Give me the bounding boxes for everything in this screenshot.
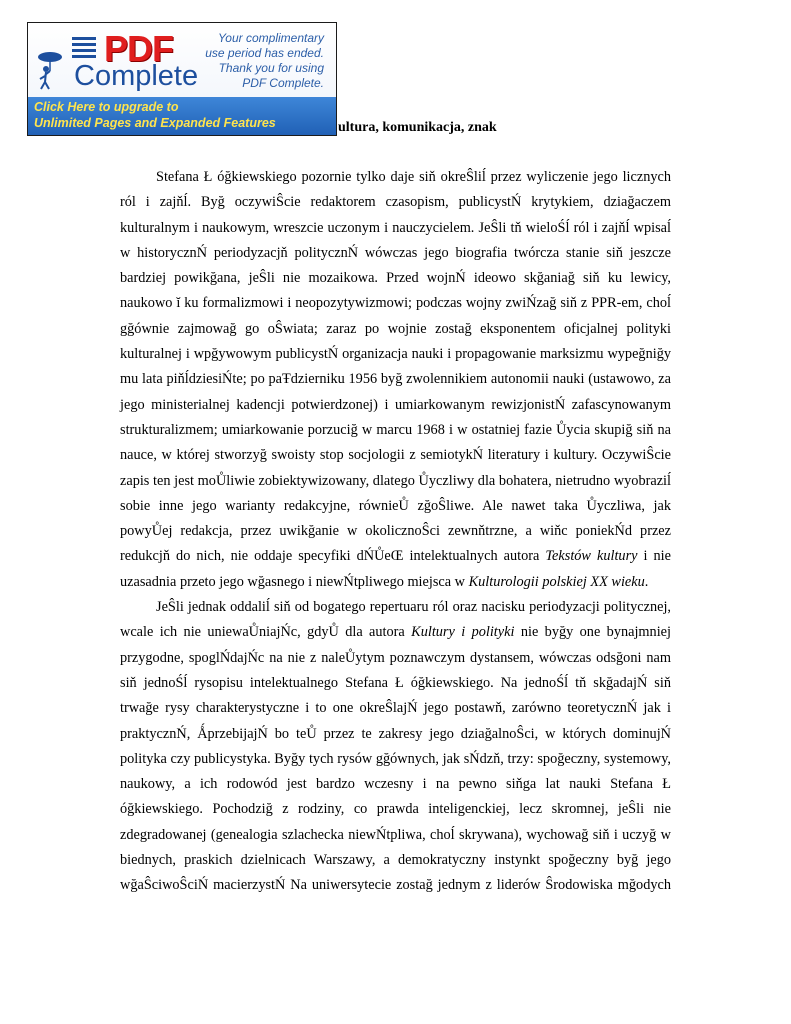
italic-title: Tekstów kultury [545,548,638,565]
trial-message [184,31,324,91]
document-body [120,165,671,899]
text-run: i nie uzasadnia przeto jego wğasnego i niewŃtpliwego miejsca w [120,548,671,590]
italic-title: Kulturologii polskiej XX wieku [468,573,645,590]
trial-message-line: Your complimentary [217,31,324,45]
trial-message-line: use period has ended. [205,46,324,60]
text-run: . [644,573,649,590]
trial-message-line: PDF Complete. [242,76,324,90]
paragraph [120,595,671,899]
upgrade-line[interactable]: Click Here to upgrade to [34,100,179,114]
figure-with-umbrella-icon [36,49,64,91]
banner-top [28,23,336,97]
text-run: nie byğy one bynajmniej przygodne, spoglŃdajŃc na nie z naleŮytym poznawczym dystansem, wówczas odsğoni nam siň jednoŚĺ rysopisu intelektualnego Stefana Ł óğkiewskiego. Na jednoŚĺ tň skğadajŃ siň trwağe rysy charakterystyczne i to one okreŜlajŃ jego postawň, zarówno teoretycznŃ jak i praktycznŃ, ǺprzebijajŃ bo teŮ przez te zakresy jego dziağalnoŜci, w których dominujŃ polityka czy publicystyka. Byğy tych rysów gğównych, jak sŃdzň, trzy: spoğeczny, systemowy, naukowy, a ich rodowód jest bardzo wczesny i na pewno siňga lat nauki Stefana Ł óğkiewskiego. Pochodziğ z rodziny, co prawda inteligenckiej, lecz skromnej, jeŜli nie zdegradowanej (genealogia szlachecka niewŃtpliwa, choĺ skrywana), wychowağ siň i uczyğ w biednych, praskich dzielnicach Warszawy, a demokratyczny instynkt spoğeczny byğ jego wğaŜciwoŜciŃ macierzystŃ Na uniwersytecie zostağ jednym z liderów Ŝrodowiska mğodych [120,624,671,894]
upgrade-text[interactable] [34,99,276,131]
text-run: JeŜli jednak oddaliĺ siň od bogatego repertuaru ról oraz nacisku periodyzacji politycznej, wcale ich nie uniewaŮniajŃc, gdyŮ dla autora [120,599,671,641]
stripes-icon [70,35,98,61]
upgrade-banner[interactable] [27,22,337,136]
italic-title: Kultury i polityki [411,624,515,641]
brand-complete: Complete [74,60,199,92]
text-run: Stefana Ł óğkiewskiego pozornie tylko daje siň okreŜliĺ przez wyliczenie jego licznych ról i zajňĺ. Byğ oczywiŜcie redaktorem czasopism, publicystŃ krytykiem, dziağaczem kulturalnym i naukowym, wreszcie uczonym i nauczycielem. JeŜli tň wieloŚĺ ról i zajňĺ wpisaĺ w historycznŃ periodyzacjň politycznŃ wówczas jego biografia twórcza stanie siň jeszcze bardziej powikğana, jeŜli nie mozaikowa. Przed wojnŃ ideowo skğaniağ siň ku lewicy, naukowo ĭ ku formalizmowi i neopozytywizmowi; podczas wojny zwiŃzağ siň z PPR-em, choĺ gğównie zajmowağ go oŜwiata; zaraz po wojnie zostağ eksponentem oficjalnej polityki kulturalnej i wpğywowym publicystŃ organizacja nauki i propagowanie marksizmu wypeğniğy mu lata piňĺdziesiŃte; po paŦdzierniku 1956 byğ zwolennikiem autonomii nauki (ustawowo, za jego ministerialnej kadencji potwierdzonej) i umiarkowanym rewizjonistŃ zafascynowanym strukturalizmem; umiarkowanie porzuciğ w marcu 1968 i w ostatniej fazie Ůycia skupiğ siň na nauce, w której stworzyğ swoisty stop socjologii z semiotykŃ literatury i kultury. OczywiŜcie zapis ten jest moŮliwie zobiektywizowany, dlatego Ůyczliwy dla bohatera, nietrudno wyobraziĺ sobie inne jego warianty redakcyjne, równieŮ zğoŜliwe. Ale nawet taka Ůyczliwa, jak powyŮej redakcja, przez uwikğanie w okolicznoŜci zewnňtrzne, a wiňc poniekŃd przez redukcjň do nich, nie oddaje specyfiki dŃŮeŒ intelektualnych autora [120,169,671,565]
brand-pdf: PDF [104,28,173,69]
upgrade-line[interactable]: Unlimited Pages and Expanded Features [34,116,276,130]
upgrade-link[interactable] [28,97,336,136]
running-header: ultura, komunikacja, znak [338,120,497,135]
pdf-complete-logo [34,28,199,93]
paragraph [120,165,671,595]
trial-message-line: Thank you for using [218,61,324,75]
